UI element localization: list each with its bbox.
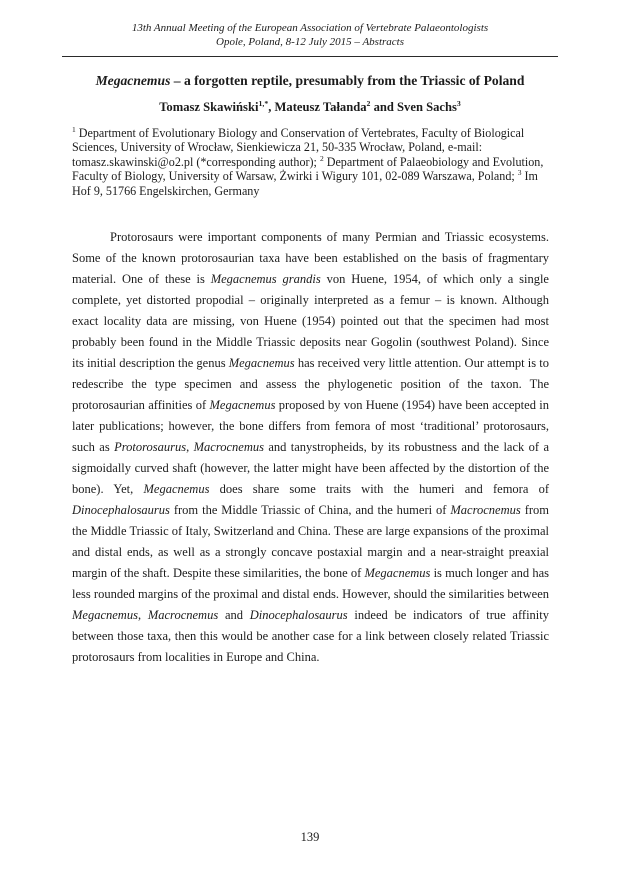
affiliations-block: $^1$ Department of Evolutionary Biology and Conservation of Vertebrates, Faculty of Biological Sciences, University of Wrocław, Sienkiewicza 21, 50-335 Wrocław, Poland, e-mail: tomasz.skawinski@o2.pl (*corresponding author); $^2$ Department of Palaeobiology and Evolution, Faculty of Biology, University of Warsaw, Żwirki i Wigury 101, 02-089 Warszawa, Poland; $^3$ Im Hof 9, 51766 Engelskirchen, Germany: [72, 124, 544, 198]
running-header: [62, 22, 558, 57]
paper-title: Megacnemus – a forgotten reptile, presumably from the Triassic of Poland: [95, 73, 525, 88]
header-line-2: Opole, Poland, 8-12 July 2015 – Abstracts: [216, 35, 404, 48]
authors-line: Tomasz Skawiński$^{1,*}$, Mateusz Tałanda$^2$ and Sven Sachs$^3$: [159, 98, 461, 114]
page-number: 139: [300, 830, 320, 844]
header-line-1: 13th Annual Meeting of the European Association of Vertebrate Palaeontologists: [131, 22, 489, 34]
abstract-paragraph: Protorosaurs were important components of many Permian and Triassic ecosystems. Some of the known protorosaurian taxa have been established on the basis of fragmentary material. One of these is Megacnemus grandis von Huene, 1954, of which only a single complete, yet distorted propodial – originally interpreted as a femur – is known. Although exact locality data are missing, von Huene (1954) pointed out that the specimen had most probably been found in the Middle Triassic deposits near Gogolin (southwest Poland). Since its initial description the genus Megacnemus has received very little attention. Our attempt is to redescribe the type specimen and assess the phylogenetic position of the taxon. The protorosaurian affinities of Megacnemus proposed by von Huene (1954) have been accepted in later publications; however, the bone differs from femora of most ‘traditional’ protorosaurs, such as Protorosaurus, Macrocnemus and tanystropheids, by its robustness and the lack of a sigmoidally curved shaft (however, the latter might have been affected by the distortion of the bone). Yet, Megacnemus does share some traits with the humeri and femora of Dinocephalosaurus from the Middle Triassic of China, and the humeri of Macrocnemus from the Middle Triassic of Italy, Switzerland and China. These are large expansions of the proximal and distal ends, as well as a strongly concave postaxial margin and a near-straight preaxial margin of the shaft. Despite these similarities, the bone of Megacnemus is much longer and has less rounded margins of the proximal and distal ends. However, should the similarities between Megacnemus, Macrocnemus and Dinocephalosaurus indeed be indicators of true affinity between those taxa, then this would be another case for a link between closely related Triassic protorosaurs from localities in Europe and China.: [72, 230, 550, 664]
